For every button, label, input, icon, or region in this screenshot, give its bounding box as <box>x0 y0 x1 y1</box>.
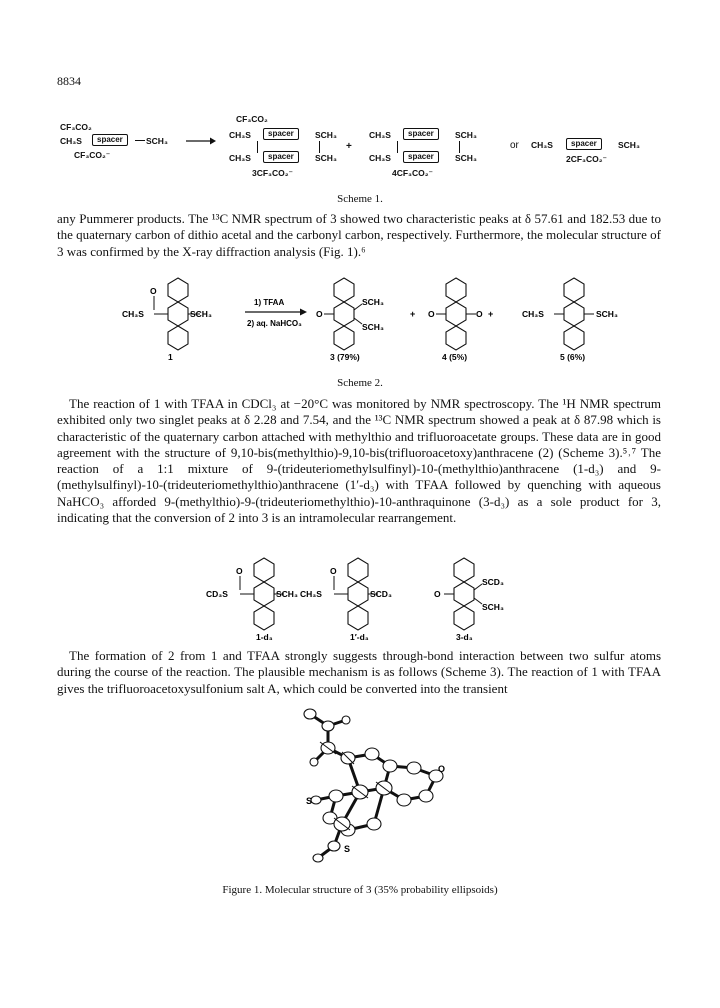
s2-p4-label: 4 (5%) <box>442 352 468 362</box>
s2-p4-rings <box>446 278 466 350</box>
figure-1-caption: Figure 1. Molecular structure of 3 (35% probability ellipsoids) <box>222 884 498 896</box>
d3-c-s2: SCH₃ <box>482 602 504 612</box>
s1-left-bond <box>135 140 145 141</box>
figure-1-atom-s1: S <box>306 796 313 806</box>
s1-left-top: CF₃CO₂ <box>60 122 92 132</box>
s1-mid2-r2r: SCH₃ <box>455 153 477 163</box>
s2-plus1: + <box>410 309 416 319</box>
s1-left-spacer: spacer <box>92 134 128 146</box>
scheme-2 <box>0 268 720 368</box>
s1-mid2-link-l <box>397 141 398 153</box>
s1-right-r: SCH₃ <box>618 140 640 150</box>
scheme-2-caption: Scheme 2. <box>337 377 383 389</box>
d3-c-rings <box>454 558 474 630</box>
s2-p5-right: SCH₃ <box>596 309 618 319</box>
s2-p4-o2: O <box>476 309 483 319</box>
s1-mid2-spacer1: spacer <box>403 128 439 140</box>
s2-p3-label: 3 (79%) <box>330 352 360 362</box>
page-number: 8834 <box>57 74 81 88</box>
s1-mid1-r2l: CH₃S <box>229 153 251 163</box>
d3-b-rings <box>348 558 368 630</box>
s1-mid2-bottom: 4CF₃CO₂⁻ <box>392 168 434 178</box>
d3-b-left: CH₃S <box>300 589 322 599</box>
s2-p3-s2: SCH₃ <box>362 322 384 332</box>
s2-p5-rings <box>564 278 584 350</box>
figure-1-atom-s2: S <box>344 844 351 854</box>
s2-cond2: 2) aq. NaHCO₃ <box>247 319 302 328</box>
s1-mid1-spacer1: spacer <box>263 128 299 140</box>
d3-c-label: 3-d₃ <box>456 632 473 642</box>
d3-a-left: CD₃S <box>206 589 228 599</box>
figure-1-ortep <box>256 696 466 876</box>
s1-or: or <box>510 140 519 151</box>
s2-reactant-left: CH₃S <box>122 309 144 319</box>
paragraph-2: The reaction of 1 with TFAA in CDCl₃ at −20°C was monitored by NMR spectroscopy. The ¹H NMR spectrum exhibited only two singlet peaks at δ 2.28 and 7.54, and the ¹³C NMR spectrum showed a peak at δ 87.98 which is characteristic of the quaternary carbon attached with methylthio and trifluoroacetate groups. These data are in good agreement with the structure of 9,10-bis(methylthio)-9,10-bis(trifluoroacetoxy)anthracene (2) (Scheme 3).⁵˒⁷ The reaction of a 1:1 mixture of 9-(trideuteriomethylsulfinyl)-10-(methylthio)anthracene (1-d₃) and 9-(methylsulfinyl)-10-(trideuteriomethylthio)anthracene (1′-d₃) with TFAA followed by quenching with aqueous NaHCO₃ afforded 9-(methylthio)-9-(trideuteriomethylthio)-10-anthraquinone (3-d₃) as a sole product for 3, indicating that the conversion of 2 into 3 is an intramolecular rearrangement. <box>57 396 661 526</box>
d3-c-s1: SCD₃ <box>482 577 504 587</box>
scheme-1-caption: Scheme 1. <box>337 193 383 205</box>
s1-right-spacer: spacer <box>566 138 602 150</box>
s1-mid1-bottom: 3CF₃CO₂⁻ <box>252 168 294 178</box>
s1-mid2-link-r <box>459 141 460 153</box>
s2-p3-o: O <box>316 309 323 319</box>
figure-1-atom-o: O <box>438 764 446 774</box>
s2-p5-left: CH₃S <box>522 309 544 319</box>
s1-mid2-r1r: SCH₃ <box>455 130 477 140</box>
s1-right-bottom: 2CF₃CO₂⁻ <box>566 154 608 164</box>
s2-reactant-rings <box>168 278 188 350</box>
d3-b-label: 1′-d₃ <box>350 632 369 642</box>
scheme-d3 <box>0 550 720 645</box>
s1-mid1-r1l: CH₃S <box>229 130 251 140</box>
d3-a-rings <box>254 558 274 630</box>
d3-c-o: O <box>434 589 441 599</box>
paragraph-1: any Pummerer products. The ¹³C NMR spectrum of 3 showed two characteristic peaks at δ 57.61 and 182.53 due to the quaternary carbon of dithio acetal and the carbonyl carbon, respectively. Furthermore, the molecular structure of 3 was confirmed by the X-ray diffraction analysis (Fig. 1).⁶ <box>57 211 661 259</box>
s1-arrow <box>186 136 216 146</box>
s1-right-l: CH₃S <box>531 140 553 150</box>
d3-a-right: SCH₃ <box>276 589 298 599</box>
s2-plus2: + <box>488 309 494 319</box>
s1-left-sulfur: CH₃S <box>60 136 82 146</box>
s1-left-right: SCH₃ <box>146 136 168 146</box>
s2-p3-s1: SCH₃ <box>362 297 384 307</box>
s2-cond1: 1) TFAA <box>254 298 285 307</box>
s1-mid2-r2l: CH₃S <box>369 153 391 163</box>
s1-mid2-spacer2: spacer <box>403 151 439 163</box>
s1-plus: + <box>346 141 352 152</box>
s2-reactant-right: SCH₃ <box>190 309 212 319</box>
s2-p4-o1: O <box>428 309 435 319</box>
s1-left-bottom: CF₃CO₂⁻ <box>74 150 111 160</box>
d3-a-label: 1-d₃ <box>256 632 273 642</box>
s2-reactant-o: O <box>150 286 157 296</box>
s1-mid1-r2r: SCH₃ <box>315 153 337 163</box>
s2-p5-label: 5 (6%) <box>560 352 586 362</box>
d3-a-o: O <box>236 566 243 576</box>
d3-b-right: SCD₃ <box>370 589 392 599</box>
s1-mid2-r1l: CH₃S <box>369 130 391 140</box>
s1-mid1-spacer2: spacer <box>263 151 299 163</box>
s2-reactant-label: 1 <box>168 352 173 362</box>
s1-mid1-top: CF₃CO₂ <box>236 114 268 124</box>
d3-b-o: O <box>330 566 337 576</box>
s1-mid1-link-l <box>257 141 258 153</box>
s1-mid1-r1r: SCH₃ <box>315 130 337 140</box>
paragraph-3: The formation of 2 from 1 and TFAA strongly suggests through-bond interaction between two sulfur atoms during the course of the reaction. The plausible mechanism is as follows (Scheme 3). The reaction of 1 with TFAA gives the trifluoroacetoxysulfonium salt A, which could be converted into the transient <box>57 648 661 696</box>
s1-mid1-link-r <box>319 141 320 153</box>
s2-p3-rings <box>334 278 354 350</box>
